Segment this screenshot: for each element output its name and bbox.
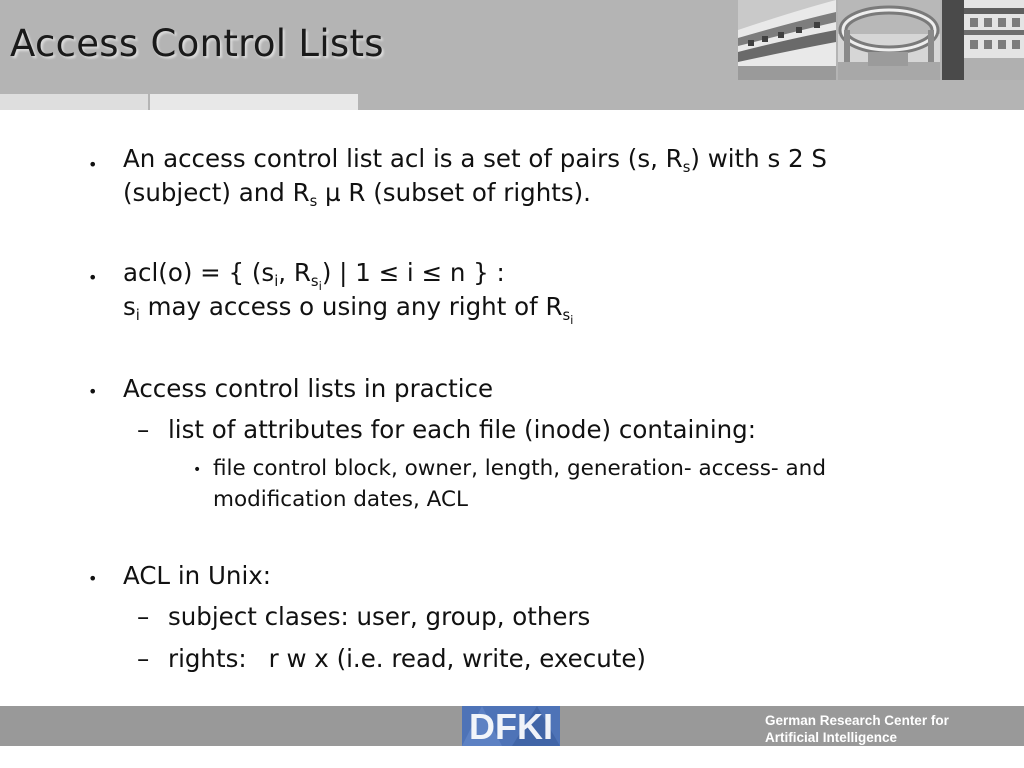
text-fragment: , R bbox=[278, 258, 311, 287]
slide-header bbox=[0, 0, 1024, 110]
header-accent-bar bbox=[150, 94, 358, 110]
bullet-marker: • bbox=[193, 462, 202, 478]
sub-bullet-subject-classes: subject clases: user, group, others bbox=[168, 602, 591, 631]
text-fragment: (subject) and R bbox=[123, 178, 310, 207]
text-fragment: ) with s 2 S bbox=[690, 144, 827, 173]
sub-bullet-attributes: list of attributes for each file (inode) containing: bbox=[168, 415, 756, 444]
text-fragment: µ R (subset of rights). bbox=[317, 178, 591, 207]
organization-line: German Research Center for bbox=[765, 713, 949, 728]
building-photo bbox=[738, 0, 836, 80]
text-fragment: An access control list acl is a set of pairs (s, R bbox=[123, 144, 683, 173]
text-fragment: may access o using any right of R bbox=[139, 292, 563, 321]
text-fragment: s bbox=[123, 292, 136, 321]
subscript: s bbox=[682, 159, 691, 177]
subscript-text: s bbox=[310, 273, 319, 291]
subscript: i bbox=[274, 273, 279, 291]
bullet-line: modification dates, ACL bbox=[213, 487, 468, 512]
bullet-line bbox=[123, 290, 574, 328]
organization-name bbox=[765, 712, 949, 746]
subscript: s bbox=[309, 193, 318, 211]
header-photo-strip bbox=[738, 0, 1024, 80]
organization-line: Artificial Intelligence bbox=[765, 730, 898, 745]
bullet-marker: • bbox=[88, 569, 98, 588]
logo-text: DFKI bbox=[469, 706, 553, 746]
sub-subscript: i bbox=[318, 279, 322, 294]
building-photo bbox=[838, 0, 940, 80]
dash-marker: – bbox=[137, 415, 150, 444]
bullet-marker: • bbox=[88, 268, 98, 287]
bullet-marker: • bbox=[88, 155, 98, 174]
bullet-line: file control block, owner, length, generation- access- and bbox=[213, 456, 826, 481]
bullet-line bbox=[123, 256, 573, 294]
bullet-acl-formula bbox=[123, 256, 574, 328]
dfki-logo bbox=[462, 706, 560, 746]
subscript-text: s bbox=[562, 307, 571, 325]
bullet-acl-unix: ACL in Unix: bbox=[123, 561, 272, 590]
slide-title: Access Control Lists bbox=[10, 22, 384, 65]
text-fragment: acl(o) = { (s bbox=[123, 258, 275, 287]
text-fragment: r w x (i.e. read, write, execute) bbox=[268, 644, 646, 673]
sub-bullet-rights bbox=[168, 642, 646, 676]
sub-subscript: i bbox=[570, 313, 574, 328]
dash-marker: – bbox=[137, 602, 150, 631]
subscript bbox=[562, 307, 574, 328]
subscript bbox=[310, 273, 322, 294]
bullet-line bbox=[123, 176, 827, 210]
header-accent-bar bbox=[0, 94, 148, 110]
dash-marker: – bbox=[137, 644, 150, 673]
text-fragment: rights: bbox=[168, 644, 247, 673]
subscript: i bbox=[135, 307, 140, 325]
bullet-line bbox=[123, 142, 827, 176]
building-photo bbox=[942, 0, 1024, 80]
bullet-acl-definition bbox=[123, 142, 827, 210]
sub-sub-bullet-file-control bbox=[213, 453, 826, 515]
bullet-marker: • bbox=[88, 382, 98, 401]
bullet-acl-practice: Access control lists in practice bbox=[123, 374, 494, 403]
footer-divider bbox=[0, 746, 1024, 768]
text-fragment: ) | 1 ≤ i ≤ n } : bbox=[321, 258, 505, 287]
slide-body bbox=[0, 110, 1024, 706]
